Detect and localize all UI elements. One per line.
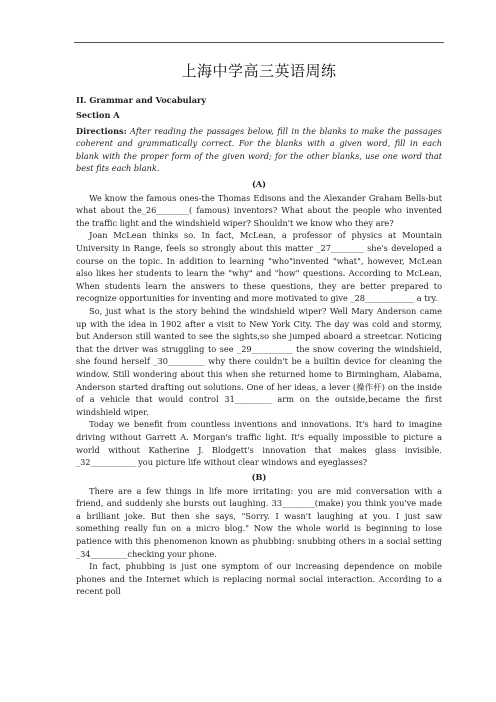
passage-a-paragraph-1: We know the famous ones-the Thomas Edisons and the Alexander Graham Bells-but what about the_26________( famous) inventors? What about the people who invented the traffic light and the windshield wiper? Shouldn't we know who they are? bbox=[76, 192, 442, 228]
passage-b-paragraph-1: There are a few things in life more irritating: you are mid conversation with a friend, and suddenly she bursts out laughing. 33________(make) you think you've made a brilliant joke. But then she says, "Sorry. I wasn't laughing at you. I just saw something really fun on a micro blog." Now the whole world is beginning to lose patience with this phenomenon known as phubbing: snubbing others in a social setting _34_________checking your phone. bbox=[76, 485, 442, 559]
directions-label: Directions: bbox=[76, 126, 127, 136]
passage-a-label: (A) bbox=[251, 178, 267, 189]
passage-a-paragraph-2: Joan McLean thinks so. In fact, McLean, a professor of physics at Mountain University in Range, feels so strongly about this matter _27________ she's developed a course on the topic. In addition to learning "who"invented "what", however, McLean also likes her students to learn the "why" and "how" questions. According to McLean, When students learn the answers to these questions, they are better prepared to recognize opportunities for inventing and more motivated to give _28____________ a try. bbox=[76, 230, 442, 304]
passage-a-paragraph-4: Today we benefit from countless inventions and innovations. It's hard to imagine driving without Garrett A. Morgan's traffic light. It's equally impossible to picture a world without Katherine J. Blodgett's innovation that makes glass invisible. _32___________ you picture life without clear windows and eyeglasses? bbox=[76, 419, 442, 468]
directions-text: After reading the passages below, fill in the blanks to make the passages coherent and grammatically correct. For the blanks with a given word, fill in each blank with the proper form of the given word; for the other blanks, use one word that best fits each blank. bbox=[76, 126, 442, 174]
document-title: 上海中学高三英语周练 bbox=[181, 62, 337, 80]
section-heading: II. Grammar and Vocabulary bbox=[76, 95, 207, 105]
header-rule bbox=[74, 42, 444, 43]
passage-b-label: (B) bbox=[251, 471, 267, 482]
directions bbox=[76, 125, 442, 175]
passage-a-paragraph-3: So, just what is the story behind the windshield wiper? Well Mary Anderson came up with the idea in 1902 after a visit to New York City. The day was cold and stormy, but Anderson still wanted to see the sights,so she jumped aboard a streetcar. Noticing that the driver was struggling to see _29__________ the snow covering the windshield, she found herself _30_________ why there couldn't be a builtin device for cleaning the window. Still wondering about this when she returned home to Birmingham, Alabama, Anderson started drafting out solutions. One of her ideas, a lever (操作杆) on the inside of a vehicle that would control 31_________ arm on the outside,became the first windshield wiper. bbox=[76, 305, 442, 417]
passage-b-paragraph-2: In fact, phubbing is just one symptom of our increasing dependence on mobile phones and the Internet which is replacing normal social interaction. According to a recent poll bbox=[76, 561, 442, 597]
section-subheading: Section A bbox=[76, 110, 120, 120]
document-page bbox=[76, 50, 442, 598]
